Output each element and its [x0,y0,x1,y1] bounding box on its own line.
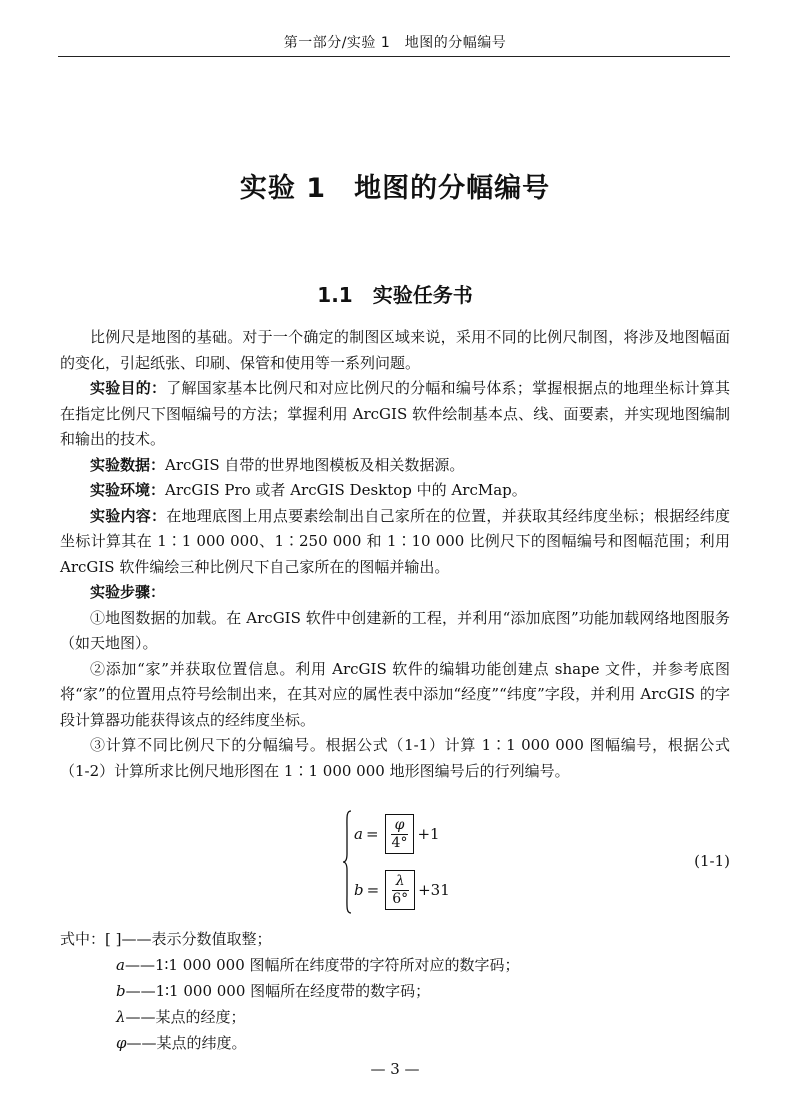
data-paragraph [60,453,730,479]
formula-tail: +1 [417,825,440,843]
fraction-numerator: λ [392,873,409,891]
fraction-denominator: 4° [391,834,408,851]
formula-lhs-b: b [354,881,364,899]
content-label: 实验内容： [90,506,167,525]
data-text: ArcGIS 自带的世界地图模板及相关数据源。 [165,455,465,474]
floor-bracket [385,814,415,854]
floor-bracket [385,870,415,910]
equation-number: (1-1) [694,852,730,870]
symbol-phi: φ [116,1034,127,1052]
running-header: 第一部分/实验 1 地图的分幅编号 [283,35,507,51]
fraction [390,873,410,908]
formula-lhs-a: a [354,825,363,843]
left-brace [342,810,352,914]
step2-paragraph: ②添加“家”并获取位置信息。利用 ArcGIS 软件的编辑功能创建点 shape 文件，并参考底图将“家”的位置用点符号绘制出来，在其对应的属性表中添加“经度”“纬度”字段，并利用 ArcGIS 的字段计算器功能获得该点的经纬度坐标。 [60,659,730,729]
fraction-denominator: 6° [392,890,409,907]
fraction-numerator: φ [391,817,409,835]
symbol-a: a [116,956,125,974]
where-clause [60,926,520,1056]
env-paragraph [60,478,730,504]
formula-eq: = [365,825,379,843]
purpose-text: 了解国家基本比例尺和对应比例尺的分幅和编号体系；掌握根据点的地理坐标计算其在指定比例尺下图幅编号的方法；掌握利用 ArcGIS 软件绘制基本点、线、面要素，并实现地图编制和输出的技术。 [60,379,730,448]
intro-paragraph: 比例尺是地图的基础。对于一个确定的制图区域来说，采用不同的比例尺制图，将涉及地图幅面的变化，引起纸张、印刷、保管和使用等一系列问题。 [60,328,730,372]
env-label: 实验环境： [90,481,166,499]
where-line-bracket: 式中：[ ]——表示分数值取整； [60,930,272,948]
purpose-label: 实验目的： [90,379,167,397]
formula-eq: = [366,881,380,899]
step3-paragraph: ③计算不同比例尺下的分幅编号。根据公式（1-1）计算 1∶1 000 000 图幅编号，根据公式（1-2）计算所求比例尺地形图在 1∶1 000 000 地形图编号后的行列编号。 [60,736,730,780]
section-title: 1.1 实验任务书 [317,283,473,307]
page-number: — 3 — [370,1060,420,1078]
where-line-lambda [60,1004,520,1030]
env-text: ArcGIS Pro 或者 ArcGIS Desktop 中的 ArcMap。 [165,481,527,499]
fraction [390,817,410,852]
step1-paragraph: ①地图数据的加载。在 ArcGIS 软件中创建新的工程，并利用“添加底图”功能加载网络地图服务（如天地图）。 [60,608,730,652]
content-paragraph [60,504,730,581]
desc-phi: ——某点的纬度。 [126,1034,247,1052]
symbol-b: b [116,982,126,1000]
chapter-title: 实验 1 地图的分幅编号 [239,173,551,204]
where-line-b [60,978,520,1004]
formula-tail: +31 [418,881,450,899]
where-line-a [60,952,520,978]
formula-row-a [354,812,440,856]
content-text: 在地理底图上用点要素绘制出自己家所在的位置，并获取其经纬度坐标；根据经纬度坐标计算其在 1∶1 000 000、1∶250 000 和 1∶10 000 比例尺下的图幅编号和图幅范围；利用 ArcGIS 软件编绘三种比例尺下自己家所在的图幅并输出。 [60,506,730,576]
where-line-phi [60,1030,520,1056]
desc-b: ——1∶1 000 000 图幅所在经度带的数字码； [125,982,431,1000]
formula-row-b [354,868,450,912]
body-text [60,325,730,784]
desc-a: ——1∶1 000 000 图幅所在纬度带的字符所对应的数字码； [124,956,520,974]
data-label: 实验数据： [90,455,166,474]
formula-1-1 [330,808,730,918]
symbol-lambda: λ [116,1008,126,1026]
desc-lambda: ——某点的经度； [125,1008,246,1026]
purpose-paragraph [60,376,730,453]
steps-label: 实验步骤： [90,583,166,601]
steps-paragraph [60,580,730,606]
header-rule [58,56,730,57]
